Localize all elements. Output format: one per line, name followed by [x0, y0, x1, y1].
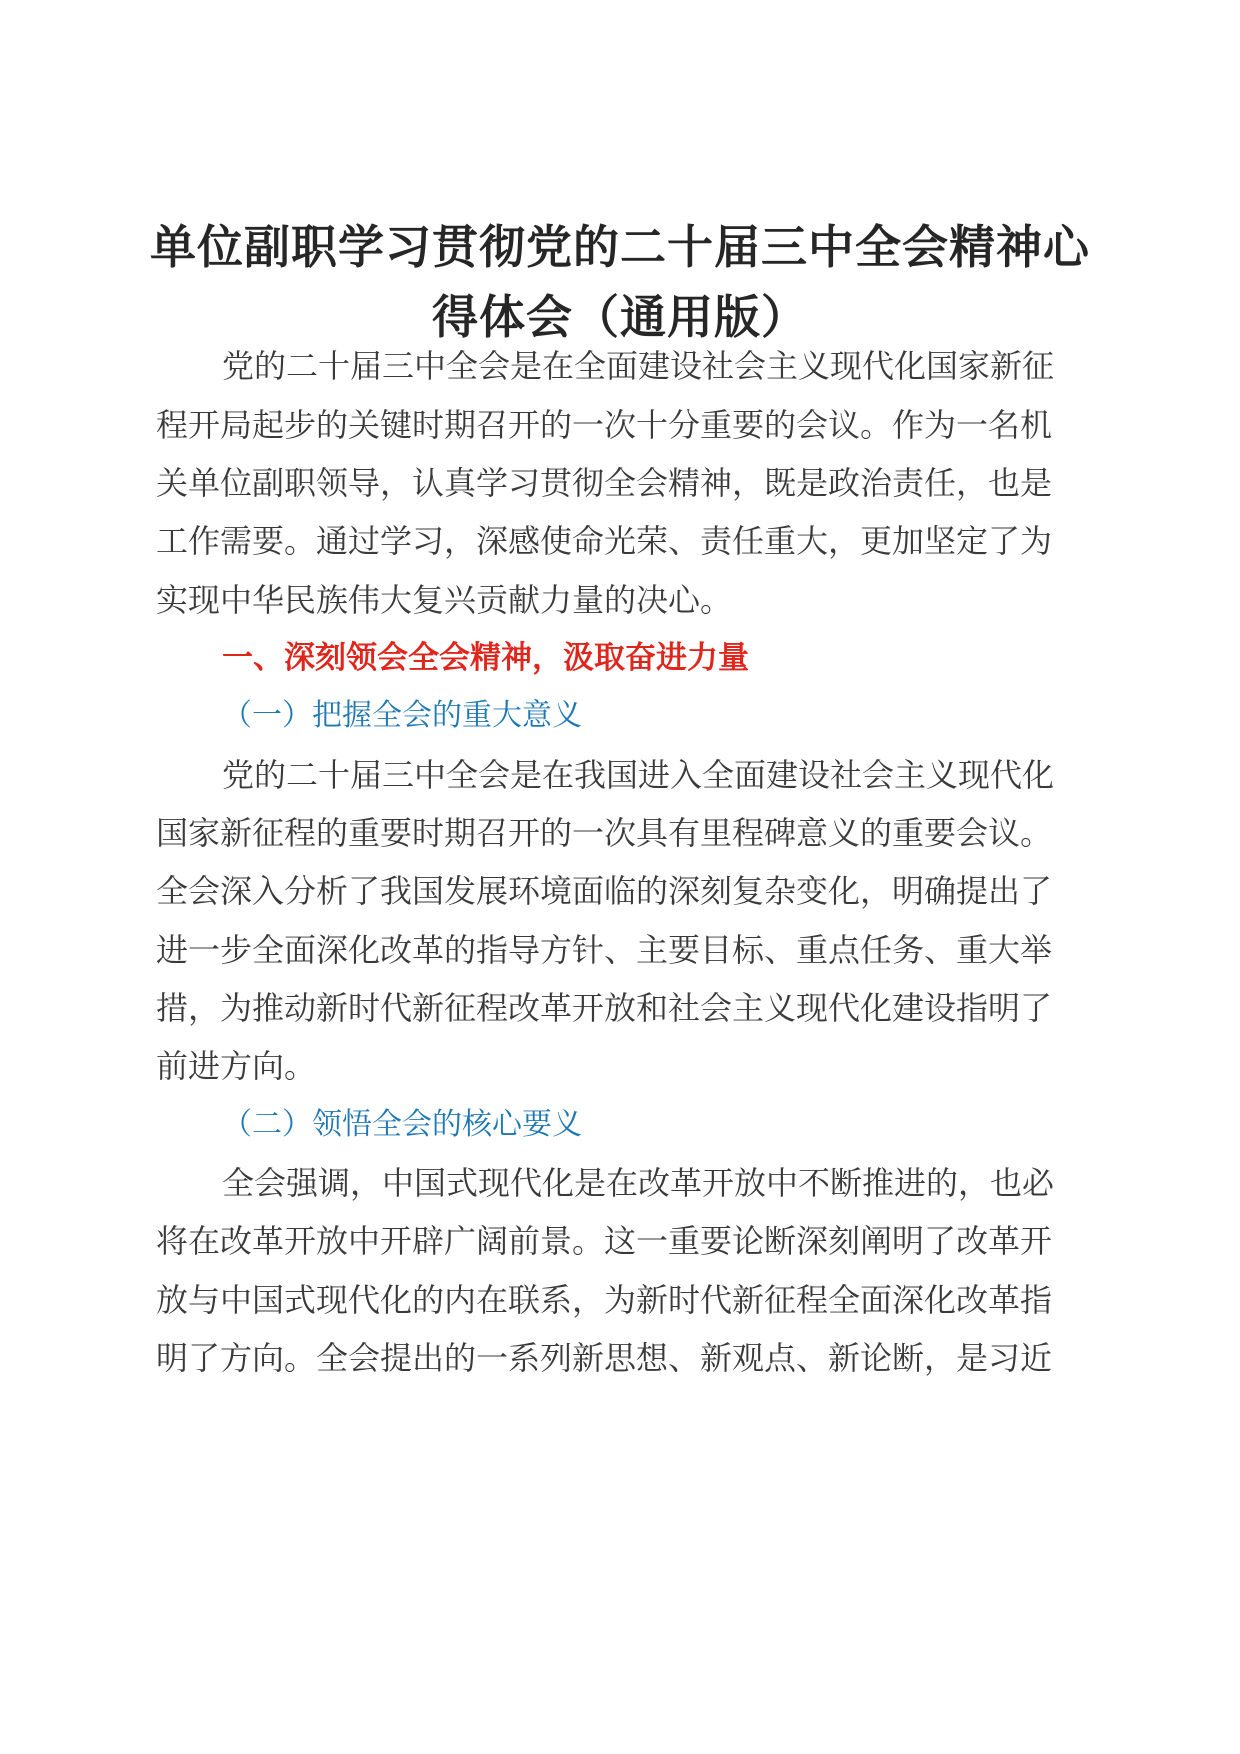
intro-line: 党的二十届三中全会是在全面建设社会主义现代化国家新征: [222, 347, 1055, 385]
paragraph-line: 国家新征程的重要时期召开的一次具有里程碑意义的重要会议。: [156, 814, 1053, 852]
paragraph-line: 全会深入分析了我国发展环境面临的深刻复杂变化，明确提出了: [156, 872, 1053, 910]
subsection-heading-2: （二）领悟全会的核心要义: [222, 1107, 582, 1142]
intro-line: 程开局起步的关键时期召开的一次十分重要的会议。作为一名机: [156, 406, 1053, 444]
title-line-2: 得体会（通用版）: [432, 290, 808, 344]
paragraph-line: 放与中国式现代化的内在联系，为新时代新征程全面深化改革指: [156, 1281, 1053, 1319]
paragraph-line: 全会强调，中国式现代化是在改革开放中不断推进的，也必: [222, 1164, 1055, 1202]
subsection-heading-1: （一）把握全会的重大意义: [222, 698, 582, 733]
title-line-1: 单位副职学习贯彻党的二十届三中全会精神心: [150, 220, 1090, 274]
paragraph-line: 进一步全面深化改革的指导方针、主要目标、重点任务、重大举: [156, 931, 1053, 969]
paragraph-line: 将在改革开放中开辟广阔前景。这一重要论断深刻阐明了改革开: [156, 1222, 1053, 1260]
paragraph-line: 党的二十届三中全会是在我国进入全面建设社会主义现代化: [222, 756, 1055, 794]
document-title: [150, 212, 1090, 352]
intro-line: 关单位副职领导，认真学习贯彻全会精神，既是政治责任，也是: [156, 464, 1053, 502]
section-heading-1: 一、深刻领会全会精神，汲取奋进力量: [222, 640, 749, 676]
paragraph-line: 措，为推动新时代新征程改革开放和社会主义现代化建设指明了: [156, 989, 1053, 1027]
paragraph-line: 前进方向。: [156, 1047, 317, 1085]
paragraph-line: 明了方向。全会提出的一系列新思想、新观点、新论断，是习近: [156, 1339, 1053, 1377]
intro-line: 工作需要。通过学习，深感使命光荣、责任重大，更加坚定了为: [156, 522, 1053, 560]
intro-line: 实现中华民族伟大复兴贡献力量的决心。: [156, 581, 733, 619]
